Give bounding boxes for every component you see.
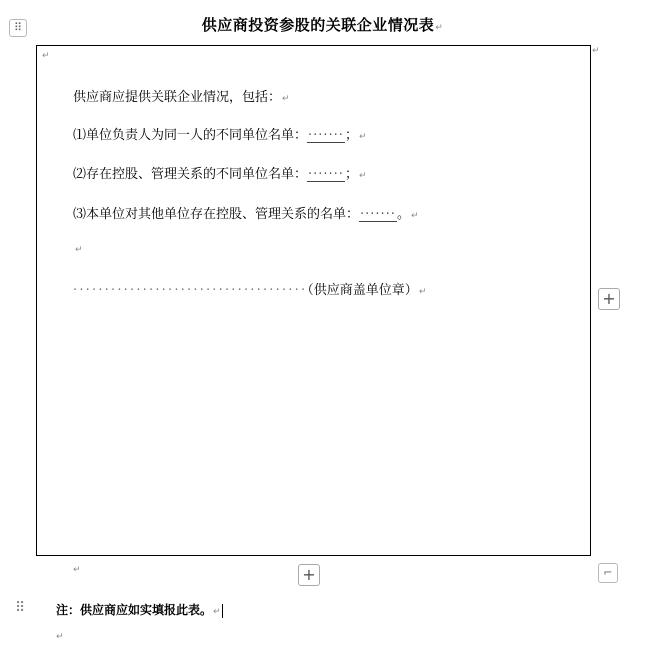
list-item xyxy=(73,203,419,222)
intro-line xyxy=(73,86,290,105)
text-cursor xyxy=(222,604,223,618)
list-item xyxy=(73,163,367,182)
item-end: ； xyxy=(344,128,358,143)
item-end: 。 xyxy=(396,207,410,222)
add-column-button[interactable] xyxy=(598,288,620,310)
paragraph-mark-icon: ↵ xyxy=(282,94,290,104)
table-resize-handle[interactable] xyxy=(598,563,618,583)
seal-dots[interactable]: ····································· xyxy=(73,283,308,298)
plus-icon: + xyxy=(302,565,316,584)
intro-text: 供应商应提供关联企业情况，包括： xyxy=(73,90,282,105)
item-text: ⑴单位负责人为同一人的不同单位名单： xyxy=(73,128,308,143)
seal-label: （供应商盖单位章） xyxy=(307,283,418,298)
plus-icon: + xyxy=(602,289,616,308)
move-grip-icon: ⠿ xyxy=(13,21,23,34)
note-text: 注：供应商应如实填报此表。 xyxy=(56,603,213,617)
note-line xyxy=(56,601,223,618)
fill-blank[interactable]: ······· xyxy=(360,207,396,222)
paragraph-drag-handle-icon[interactable]: ⠿ xyxy=(15,600,26,616)
paragraph-mark-icon: ↵ xyxy=(213,607,221,617)
paragraph-mark-icon: ↵ xyxy=(358,171,367,181)
fill-blank[interactable]: ······· xyxy=(308,167,344,182)
seal-line xyxy=(73,279,426,298)
paragraph-mark-icon: ↵ xyxy=(56,632,64,642)
fill-blank[interactable]: ······· xyxy=(308,128,344,143)
paragraph-mark-icon: ↵ xyxy=(73,565,81,575)
paragraph-mark-icon: ↵ xyxy=(435,23,444,33)
document-title xyxy=(0,14,645,35)
list-item xyxy=(73,124,367,143)
paragraph-mark-icon: ↵ xyxy=(358,132,367,142)
item-text: ⑵存在控股、管理关系的不同单位名单： xyxy=(73,167,308,182)
paragraph-mark-icon: ↵ xyxy=(75,245,83,255)
item-end: ； xyxy=(344,167,358,182)
title-text: 供应商投资参股的关联企业情况表 xyxy=(201,16,435,34)
add-row-button[interactable] xyxy=(298,564,320,586)
paragraph-mark-icon: ↵ xyxy=(410,211,419,221)
resize-corner-icon: ⌐ xyxy=(603,566,613,579)
paragraph-mark-icon: ↵ xyxy=(418,287,427,297)
supplier-table[interactable] xyxy=(36,45,591,556)
paragraph-mark-icon: ↵ xyxy=(42,51,50,61)
item-text: ⑶本单位对其他单位存在控股、管理关系的名单： xyxy=(73,207,360,222)
paragraph-mark-icon: ↵ xyxy=(592,46,600,56)
